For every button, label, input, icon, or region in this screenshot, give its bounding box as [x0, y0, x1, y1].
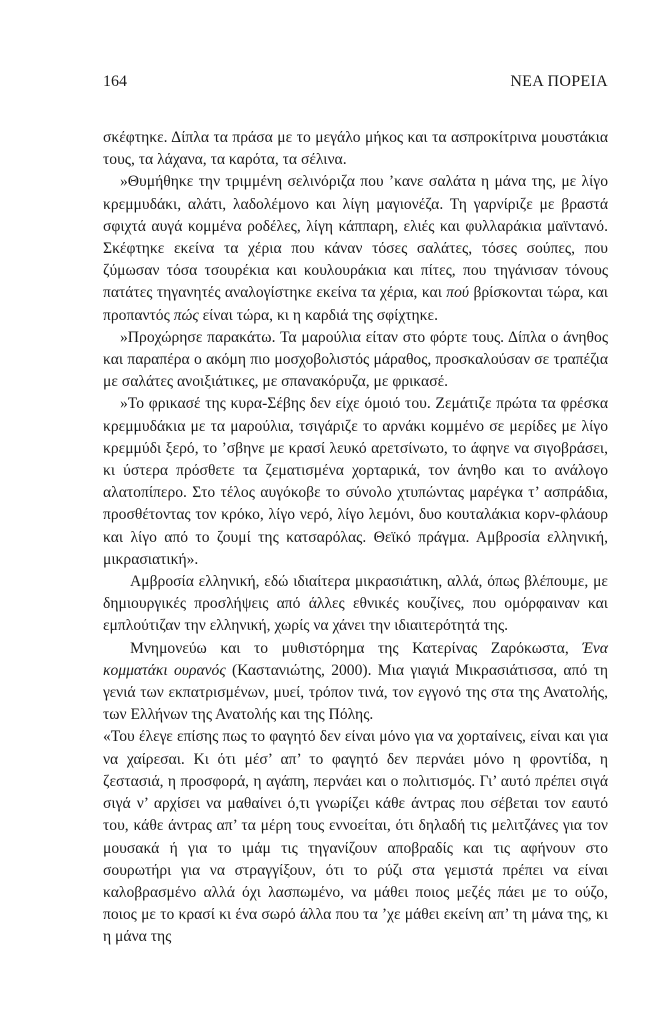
paragraph-3	[103, 327, 608, 394]
paragraph-5	[103, 571, 608, 638]
quotation-paragraph	[103, 726, 608, 948]
body-text	[103, 127, 608, 949]
paragraph-2-text: »Θυμήθηκε την τριμμένη σελινόριζα που ’κανε σαλάτα η μάνα της, με λίγο κρεμμυδάκι, αλάτι, λαδολέμονο και λίγη μαγιονέζα. Τη γαρνίριζε με βραστά σφιχτά αυγά κομμένα ροδέλες, λίγη κάππαρη, ελιές και φυλλαράκια μαϊντανό. Σκέφτηκε εκείνα τα χέρια που κάναν τόσες σαλάτες, τόσες σούπες, που ζύμωσαν τόσα τσουρέκια και κουλουράκια και πίτες, που τηγάνισαν τόνους πατάτες τηγανητές αναλογίστηκε εκείνα τα χέρια, και	[103, 173, 608, 302]
paragraph-1	[103, 127, 608, 171]
paragraph-6-text: Μνημονεύω και το μυθιστόρημα της Κατερίνας Ζαρόκωστα,	[130, 639, 583, 657]
paragraph-4	[103, 393, 608, 571]
paragraph-1-text: σκέφτηκε. Δίπλα τα πράσα με το μεγάλο μήκος και τα ασπροκίτρινα μουστάκια τους, τα λάχανα, τα καρότα, τα σέλινα.	[103, 129, 608, 169]
paragraph-6-end: (Καστανιώτης, 2000). Μια γιαγιά Μικρασιάτισσα, από τη γενιά των εκπατρισμένων, μυεί, τρόπον τινά, τον εγγονό της στα της Ανατολής, των Ελλήνων της Ανατολής και της Πόλης.	[103, 661, 608, 724]
paragraph-5-text: Αμβροσία ελληνική, εδώ ιδιαίτερα μικρασιάτικη, αλλά, όπως βλέπουμε, με δημιουργικές προσλήψεις από άλλες εθνικές κουζίνες, που ομόρφαιναν και εμπλούτιζαν την ελληνική, χωρίς να χάνει την ιδιαιτερότητά της.	[103, 573, 608, 635]
page-header	[103, 73, 608, 95]
paragraph-4-text: »Το φρικασέ της κυρα-Σέβης δεν είχε όμοιό του. Ζεμάτιζε πρώτα τα φρέσκα κρεμμυδάκια με τα μαρούλια, τσιγάριζε το αρνάκι κομμένο σε μερίδες με λίγο κρεμμύδι ξερό, το ’σβηνε με κρασί λευκό αρετσίνωτο, το άφηνε να σιγοβράσει, κι ύστερα πρόσθετε τα ζεματισμένα χορταρικά, τον άνηθο και το ανάλογο αλατοπίπερο. Στο τέλος αυγόκοβε το σύνολο χτυπώντας μαρέγκα τ’ ασπράδια, προσθέτοντας τον κρόκο, λίγο νερό, λίγο λεμόνι, δυο κουταλάκια κορν-φλάουρ και λίγο από το ζουμί της κατσαρόλας. Θεϊκό πράγμα. Αμβροσία ελληνική, μικρασιατική».	[103, 395, 608, 568]
book-title-emphasis: Ένα κομματάκι ουρανός	[103, 639, 608, 679]
quotation-text: «Του έλεγε επίσης πως το φαγητό δεν είναι μόνο για να χορταίνεις, είναι και για να χαίρεσαι. Κι ότι μέσ’ απ’ το φαγητό δεν περνάει μόνο η φροντίδα, η ζεστασιά, η προσφορά, η αγάπη, περνάει και ο πολιτισμός. Γι’ αυτό πρέπει σιγά σιγά ν’ αρχίσει να μαθαίνει ό,τι γνωρίζει κάθε άντρας που σέβεται τον εαυτό του, κάθε άντρας απ’ τα μέρη τους εννοείται, ότι δηλαδή τις μελιτζάνες για τον μουσακά ή για το ιμάμ τις τηγανίζουν αποβραδίς και τις αφήνουν στο σουρωτήρι για να στραγγίξουν, ότι το ρύζι στα γεμιστά πρέπει να είναι καλοβρασμένο αλλά όχι λασπωμένο, να μάθει ποιος μεζές πάει με το ούζο, ποιος με το κρασί κι ένα σωρό άλλα που τα ’χε μάθει εκείνη απ’ τη μάνα της, κι η μάνα της	[103, 728, 608, 946]
paragraph-3-text: »Προχώρησε παρακάτω. Τα μαρούλια είταν στο φόρτε τους. Δίπλα ο άνηθος και παραπέρα ο ακόμη πιο μοσχοβολιστός μάραθος, προσκαλούσαν σε τραπέζια με σαλάτες ανοιξιάτικες, με σπανακόρυζα, με φρικασέ.	[103, 328, 608, 391]
running-title: ΝΕΑ ΠΟΡΕΙΑ	[510, 73, 608, 90]
paragraph-2-emphasis-1: πού	[446, 284, 470, 302]
paragraph-2-emphasis-2: πώς	[173, 306, 199, 324]
paragraph-2-mid: βρίσκονται τώρα, και προπαντός	[103, 284, 608, 324]
paragraph-2-end: είναι τώρα, κι η καρδιά της σφίχτηκε.	[198, 306, 438, 324]
paragraph-2	[103, 171, 608, 326]
page-number: 164	[103, 73, 127, 90]
paragraph-6	[103, 638, 608, 727]
